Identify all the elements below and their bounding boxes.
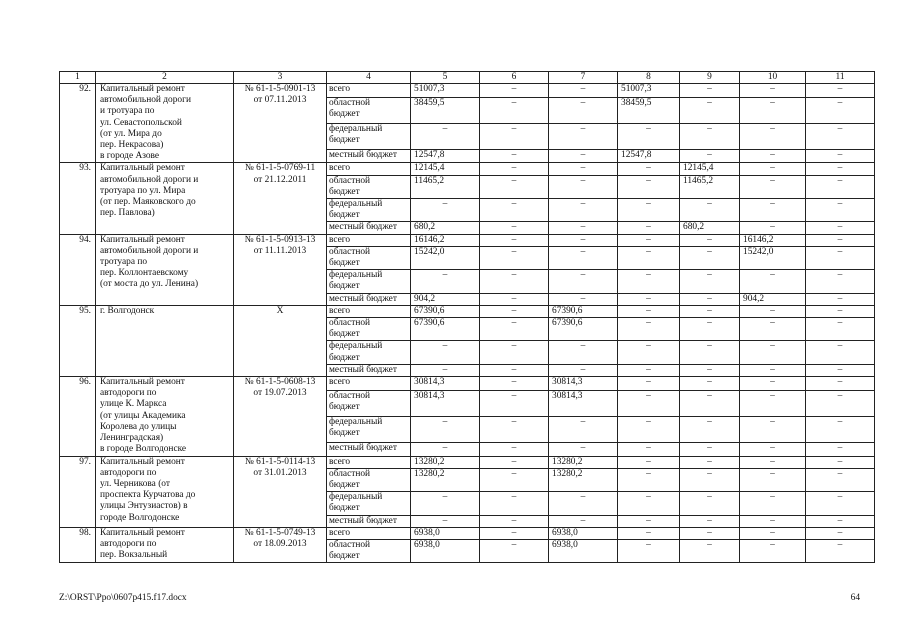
funding-source: областной бюджет — [327, 539, 411, 562]
funding-source: федеральный бюджет — [327, 416, 411, 442]
amount-cell: – — [549, 270, 618, 293]
amount-cell: – — [480, 305, 549, 317]
amount-cell: 51007,3 — [411, 84, 480, 98]
funding-source: областной бюджет — [327, 468, 411, 491]
funding-source: местный бюджет — [327, 515, 411, 527]
amount-cell: 30814,3 — [411, 377, 480, 391]
amount-cell: – — [480, 97, 549, 123]
column-number-header: 11 — [806, 72, 875, 84]
amount-cell: – — [806, 149, 875, 163]
amount-cell: – — [549, 222, 618, 234]
table-header-row — [60, 72, 875, 84]
expertise-document: № 61-1-5-0769-11 от 21.12.2011 — [234, 163, 327, 234]
amount-cell: – — [806, 515, 875, 527]
object-name: Капитальный ремонт автодороги по ул. Черникова (от проспекта Курчатова до улицы Энтузиастов) в городе Волгодонске — [96, 456, 234, 527]
amount-cell: – — [480, 270, 549, 293]
amount-cell: – — [411, 123, 480, 149]
expertise-document: № 61-1-5-0608-13 от 19.07.2013 — [234, 377, 327, 456]
funding-source: областной бюджет — [327, 318, 411, 341]
amount-cell: – — [618, 456, 680, 468]
amount-cell: 12145,4 — [411, 163, 480, 175]
amount-cell: – — [680, 416, 740, 442]
amount-cell: 13280,2 — [411, 456, 480, 468]
amount-cell: – — [480, 456, 549, 468]
amount-cell: – — [618, 341, 680, 364]
amount-cell: – — [806, 456, 875, 468]
amount-cell: – — [549, 123, 618, 149]
amount-cell: – — [806, 390, 875, 416]
amount-cell: – — [480, 84, 549, 98]
amount-cell: – — [806, 270, 875, 293]
expertise-document: № 61-1-5-0749-13 от 18.09.2013 — [234, 527, 327, 563]
page-number: 64 — [850, 593, 860, 603]
column-number-header: 5 — [411, 72, 480, 84]
funding-source: федеральный бюджет — [327, 341, 411, 364]
amount-cell: – — [740, 539, 806, 562]
amount-cell: – — [480, 416, 549, 442]
amount-cell: – — [411, 364, 480, 376]
amount-cell: – — [806, 364, 875, 376]
amount-cell: – — [740, 149, 806, 163]
amount-cell: – — [549, 341, 618, 364]
amount-cell: – — [680, 468, 740, 491]
amount-cell: – — [740, 364, 806, 376]
amount-cell: – — [411, 515, 480, 527]
amount-cell: – — [740, 305, 806, 317]
amount-cell: – — [618, 416, 680, 442]
expertise-document: № 61-1-5-0913-13 от 11.11.2013 — [234, 234, 327, 305]
amount-cell: – — [680, 234, 740, 246]
amount-cell: 13280,2 — [549, 468, 618, 491]
amount-cell: – — [680, 97, 740, 123]
funding-source: местный бюджет — [327, 222, 411, 234]
amount-cell: – — [806, 527, 875, 539]
funding-source: федеральный бюджет — [327, 492, 411, 515]
amount-cell: – — [480, 468, 549, 491]
funding-source: федеральный бюджет — [327, 270, 411, 293]
amount-cell: – — [806, 175, 875, 198]
amount-cell: – — [480, 222, 549, 234]
funding-source: всего — [327, 84, 411, 98]
amount-cell: – — [411, 341, 480, 364]
funding-source: областной бюджет — [327, 390, 411, 416]
amount-cell: 67390,6 — [549, 318, 618, 341]
amount-cell: – — [549, 293, 618, 305]
item-number: 93. — [60, 163, 96, 234]
amount-cell: – — [680, 515, 740, 527]
amount-cell: – — [618, 246, 680, 269]
expertise-document: Х — [234, 305, 327, 376]
amount-cell: – — [806, 341, 875, 364]
amount-cell: – — [740, 442, 806, 456]
amount-cell: 12547,8 — [411, 149, 480, 163]
amount-cell: – — [740, 222, 806, 234]
amount-cell: – — [480, 341, 549, 364]
amount-cell: 51007,3 — [618, 84, 680, 98]
budget-table — [59, 71, 875, 563]
amount-cell: – — [480, 175, 549, 198]
amount-cell: – — [618, 377, 680, 391]
amount-cell: – — [740, 341, 806, 364]
amount-cell: – — [680, 318, 740, 341]
item-number: 92. — [60, 84, 96, 163]
amount-cell: – — [740, 390, 806, 416]
item-number: 94. — [60, 234, 96, 305]
amount-cell: – — [480, 515, 549, 527]
funding-source: всего — [327, 377, 411, 391]
funding-source: всего — [327, 456, 411, 468]
column-number-header: 6 — [480, 72, 549, 84]
amount-cell: – — [806, 318, 875, 341]
amount-cell: – — [618, 468, 680, 491]
amount-cell: – — [680, 456, 740, 468]
funding-source: всего — [327, 305, 411, 317]
amount-cell: 16146,2 — [411, 234, 480, 246]
amount-cell: – — [618, 270, 680, 293]
amount-cell: – — [480, 492, 549, 515]
amount-cell: – — [806, 97, 875, 123]
table-row — [60, 527, 875, 539]
amount-cell: – — [480, 234, 549, 246]
amount-cell: – — [680, 123, 740, 149]
amount-cell: – — [618, 234, 680, 246]
amount-cell: – — [411, 442, 480, 456]
amount-cell: – — [740, 123, 806, 149]
object-name: Капитальный ремонт автомобильной дороги и тротуара по ул. Мира (от пер. Маяковского до пер. Павлова) — [96, 163, 234, 234]
amount-cell: – — [480, 199, 549, 222]
funding-source: всего — [327, 234, 411, 246]
amount-cell: – — [549, 416, 618, 442]
amount-cell: – — [680, 293, 740, 305]
amount-cell: – — [549, 515, 618, 527]
amount-cell: 12547,8 — [618, 149, 680, 163]
funding-source: федеральный бюджет — [327, 123, 411, 149]
amount-cell: – — [740, 163, 806, 175]
amount-cell: – — [740, 527, 806, 539]
object-name: Капитальный ремонт автодороги по улице К. Маркса (от улицы Академика Королева до улицы Ленинградская) в городе Волгодонске — [96, 377, 234, 456]
table-body — [60, 72, 875, 563]
amount-cell: – — [480, 442, 549, 456]
amount-cell: – — [549, 149, 618, 163]
amount-cell: 680,2 — [411, 222, 480, 234]
amount-cell: 904,2 — [411, 293, 480, 305]
amount-cell: – — [806, 492, 875, 515]
amount-cell: – — [618, 318, 680, 341]
amount-cell: – — [680, 442, 740, 456]
funding-source: местный бюджет — [327, 293, 411, 305]
object-name: Капитальный ремонт автомобильной дороги и тротуара по пер. Коллонтаевскому (от моста до ул. Ленина) — [96, 234, 234, 305]
funding-source: федеральный бюджет — [327, 199, 411, 222]
amount-cell: – — [549, 234, 618, 246]
funding-source: всего — [327, 527, 411, 539]
amount-cell: 6938,0 — [549, 527, 618, 539]
amount-cell: – — [618, 539, 680, 562]
funding-source: местный бюджет — [327, 442, 411, 456]
funding-source: областной бюджет — [327, 97, 411, 123]
amount-cell: – — [680, 539, 740, 562]
amount-cell: – — [618, 163, 680, 175]
amount-cell: – — [740, 456, 806, 468]
amount-cell: – — [740, 492, 806, 515]
column-number-header: 1 — [60, 72, 96, 84]
amount-cell: 13280,2 — [549, 456, 618, 468]
expertise-document: № 61-1-5-0114-13 от 31.01.2013 — [234, 456, 327, 527]
amount-cell: – — [480, 149, 549, 163]
amount-cell: 904,2 — [740, 293, 806, 305]
amount-cell: 15242,0 — [411, 246, 480, 269]
amount-cell: – — [806, 246, 875, 269]
funding-source: областной бюджет — [327, 246, 411, 269]
footer-file-path: Z:\ORST\Ppo\0607p415.f17.docx — [59, 593, 187, 603]
amount-cell: – — [680, 270, 740, 293]
amount-cell: 67390,6 — [549, 305, 618, 317]
item-number: 95. — [60, 305, 96, 376]
amount-cell: – — [806, 539, 875, 562]
object-name: Капитальный ремонт автомобильной дороги и тротуара по ул. Севастопольской (от ул. Мира до пер. Некрасова) в городе Азове — [96, 84, 234, 163]
amount-cell: – — [740, 318, 806, 341]
amount-cell: – — [549, 175, 618, 198]
amount-cell: – — [480, 390, 549, 416]
amount-cell: – — [680, 246, 740, 269]
amount-cell: – — [480, 539, 549, 562]
amount-cell: – — [411, 199, 480, 222]
expertise-document: № 61-1-5-0901-13 от 07.11.2013 — [234, 84, 327, 163]
amount-cell: – — [680, 390, 740, 416]
amount-cell: – — [480, 318, 549, 341]
funding-source: местный бюджет — [327, 149, 411, 163]
amount-cell: – — [549, 364, 618, 376]
amount-cell: – — [411, 492, 480, 515]
amount-cell: – — [618, 222, 680, 234]
amount-cell: 6938,0 — [411, 539, 480, 562]
amount-cell: 13280,2 — [411, 468, 480, 491]
amount-cell: 67390,6 — [411, 318, 480, 341]
amount-cell: 680,2 — [680, 222, 740, 234]
funding-source: областной бюджет — [327, 175, 411, 198]
amount-cell: – — [618, 442, 680, 456]
amount-cell: – — [618, 175, 680, 198]
funding-source: всего — [327, 163, 411, 175]
amount-cell: – — [618, 293, 680, 305]
amount-cell: 30814,3 — [411, 390, 480, 416]
amount-cell: – — [549, 163, 618, 175]
amount-cell: – — [549, 97, 618, 123]
amount-cell: – — [680, 377, 740, 391]
amount-cell: – — [480, 377, 549, 391]
amount-cell: – — [806, 234, 875, 246]
amount-cell: – — [480, 293, 549, 305]
amount-cell: 11465,2 — [680, 175, 740, 198]
amount-cell: – — [680, 527, 740, 539]
object-name: Капитальный ремонт автодороги по пер. Вокзальный — [96, 527, 234, 563]
amount-cell: – — [806, 222, 875, 234]
column-number-header: 3 — [234, 72, 327, 84]
amount-cell: – — [618, 123, 680, 149]
amount-cell: – — [806, 377, 875, 391]
amount-cell: 11465,2 — [411, 175, 480, 198]
amount-cell: – — [806, 293, 875, 305]
amount-cell: – — [806, 468, 875, 491]
amount-cell: – — [806, 305, 875, 317]
table-row — [60, 84, 875, 98]
amount-cell: 6938,0 — [549, 539, 618, 562]
amount-cell: 12145,4 — [680, 163, 740, 175]
amount-cell: – — [618, 527, 680, 539]
amount-cell: – — [680, 149, 740, 163]
amount-cell: – — [680, 364, 740, 376]
amount-cell: – — [480, 123, 549, 149]
amount-cell: – — [618, 390, 680, 416]
amount-cell: – — [549, 492, 618, 515]
table-row — [60, 305, 875, 317]
amount-cell: – — [680, 492, 740, 515]
column-number-header: 4 — [327, 72, 411, 84]
amount-cell: – — [806, 442, 875, 456]
column-number-header: 2 — [96, 72, 234, 84]
amount-cell: – — [680, 199, 740, 222]
amount-cell: – — [549, 246, 618, 269]
amount-cell: – — [480, 163, 549, 175]
amount-cell: 67390,6 — [411, 305, 480, 317]
amount-cell: 30814,3 — [549, 390, 618, 416]
column-number-header: 7 — [549, 72, 618, 84]
amount-cell: – — [740, 468, 806, 491]
amount-cell: – — [806, 123, 875, 149]
amount-cell: – — [740, 270, 806, 293]
amount-cell: – — [618, 515, 680, 527]
amount-cell: – — [680, 84, 740, 98]
amount-cell: – — [740, 97, 806, 123]
amount-cell: – — [740, 377, 806, 391]
column-number-header: 8 — [618, 72, 680, 84]
amount-cell: – — [806, 163, 875, 175]
item-number: 97. — [60, 456, 96, 527]
amount-cell: – — [618, 364, 680, 376]
column-number-header: 10 — [740, 72, 806, 84]
amount-cell: – — [549, 199, 618, 222]
amount-cell: – — [480, 246, 549, 269]
amount-cell: 15242,0 — [740, 246, 806, 269]
amount-cell: – — [480, 364, 549, 376]
amount-cell: 30814,3 — [549, 377, 618, 391]
table-row — [60, 234, 875, 246]
amount-cell: – — [480, 527, 549, 539]
table-row — [60, 377, 875, 391]
amount-cell: – — [411, 270, 480, 293]
amount-cell: – — [740, 175, 806, 198]
amount-cell: 16146,2 — [740, 234, 806, 246]
amount-cell: – — [411, 416, 480, 442]
column-number-header: 9 — [680, 72, 740, 84]
amount-cell: – — [806, 199, 875, 222]
amount-cell: – — [618, 492, 680, 515]
amount-cell: – — [740, 416, 806, 442]
object-name: г. Волгодонск — [96, 305, 234, 376]
amount-cell: – — [680, 341, 740, 364]
amount-cell: – — [806, 416, 875, 442]
amount-cell: – — [618, 305, 680, 317]
funding-source: местный бюджет — [327, 364, 411, 376]
item-number: 96. — [60, 377, 96, 456]
amount-cell: – — [549, 442, 618, 456]
table-row — [60, 456, 875, 468]
amount-cell: – — [806, 84, 875, 98]
amount-cell: – — [680, 305, 740, 317]
table-row — [60, 163, 875, 175]
amount-cell: – — [740, 84, 806, 98]
amount-cell: 6938,0 — [411, 527, 480, 539]
item-number: 98. — [60, 527, 96, 563]
amount-cell: – — [618, 199, 680, 222]
amount-cell: – — [740, 199, 806, 222]
amount-cell: 38459,5 — [618, 97, 680, 123]
amount-cell: 38459,5 — [411, 97, 480, 123]
amount-cell: – — [549, 84, 618, 98]
amount-cell: – — [740, 515, 806, 527]
